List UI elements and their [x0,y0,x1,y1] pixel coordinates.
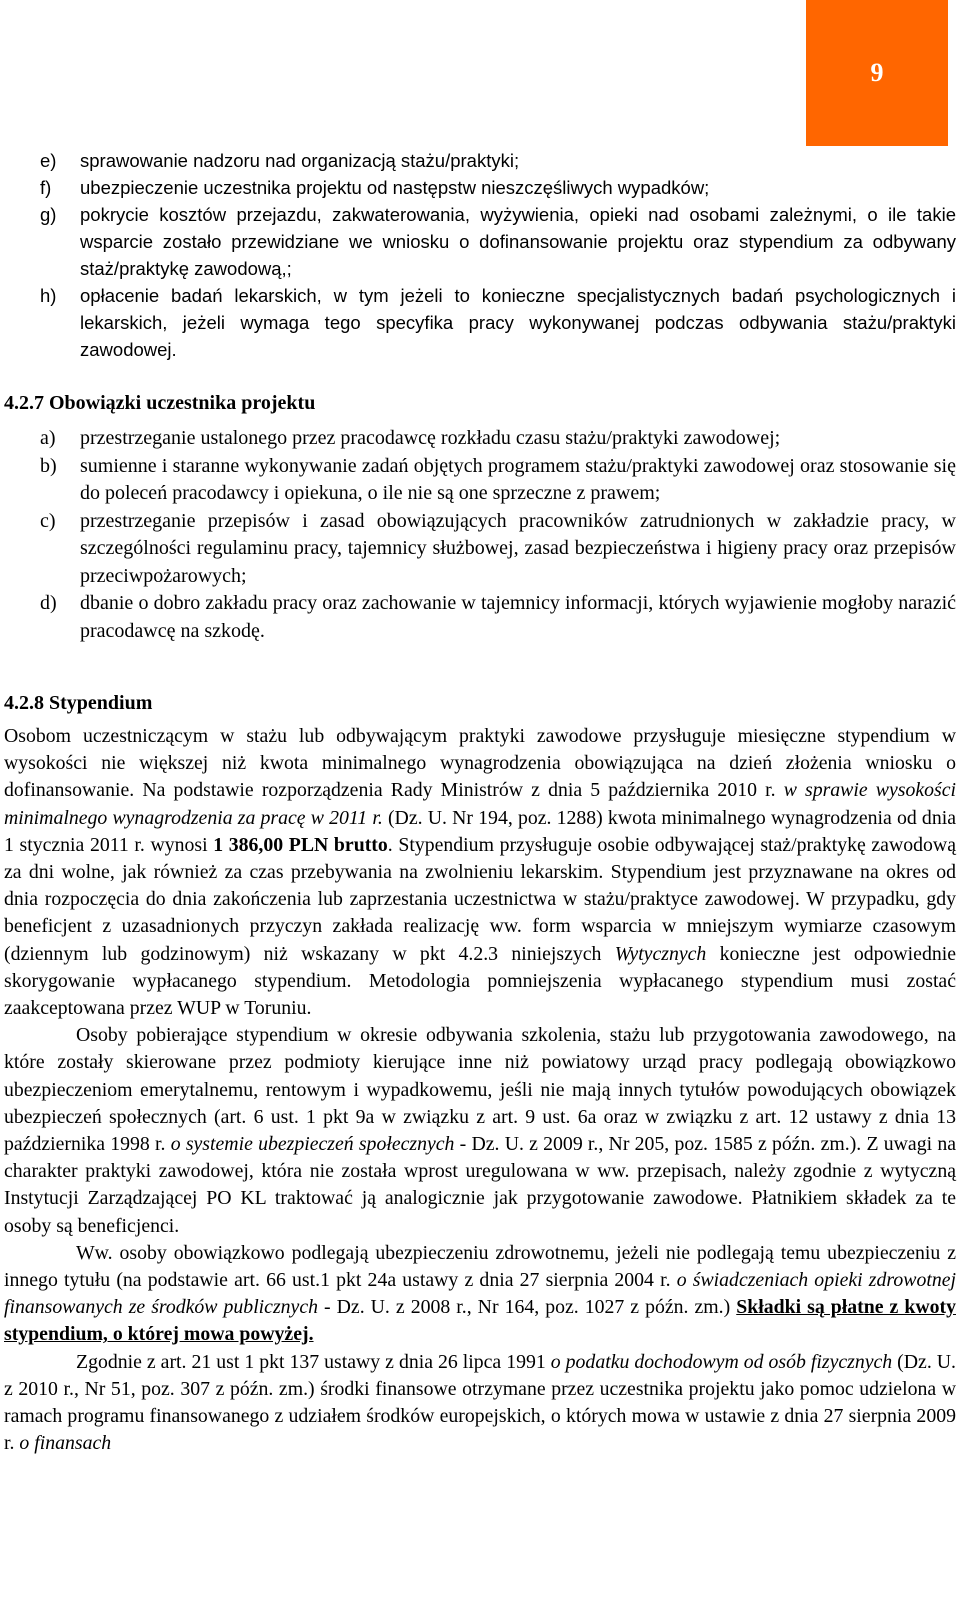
page-number: 9 [870,58,884,87]
paragraph: Osoby pobierające stypendium w okresie odbywania szkolenia, stażu lub przygotowania zawodowego, na które zostały skierowane przez podmioty kierujące inne niż powiatowy urząd pracy podlegają obowiązkowo ubezpieczeniom emerytalnemu, rentowym i wypadkowemu, jeśli nie mają innych tytułów powodujących obowiązek ubezpieczeń społecznych (art. 6 ust. 1 pkt 9a w związku z art. 9 ust. 6a oraz w związku z art. 12 ustawy z dnia 13 października 1998 r. o systemie ubezpieczeń społecznych - Dz. U. z 2009 r., Nr 205, poz. 1585 z późn. zm.). Z uwagi na charakter praktyki zawodowej, która nie została wprost uregulowana w ww. przepisach, należy zgodnie z wytyczną Instytucji Zarządzającej PO KL traktować ją analogicznie jak przygotowanie zawodowe. Płatnikiem składek za te osoby są beneficjenci. [4,1024,956,1237]
list-item: h) opłacenie badań lekarskich, w tym jeżeli to konieczne specjalistycznych badań psychologicznych i lekarskich, jeżeli wymaga tego specyfika pracy wykonywanej podczas odbywania stażu/praktyki zawodowej. [40,285,956,360]
organizer-duties-list [40,147,956,363]
list-item: e) sprawowanie nadzoru nad organizacją stażu/praktyki; [40,150,520,171]
list-item: d) dbanie o dobro zakładu pracy oraz zachowanie w tajemnicy informacji, których wyjawienie mogłoby narazić pracodawcę na szkodę. [40,592,956,642]
section-heading-4-2-8: 4.2.8 Stypendium [4,692,153,714]
list-item: a) przestrzeganie ustalonego przez pracodawcę rozkładu czasu stażu/praktyki zawodowej; [40,427,781,449]
list-item: c) przestrzeganie przepisów i zasad obowiązujących pracowników zatrudnionych w zakładzie pracy, w szczególności regulaminu pracy, tajemnicy służbowej, zasad bezpieczeństwa i higieny pracy oraz przepisów przeciwpożarowych; [40,509,956,587]
participant-duties-list [40,425,956,645]
list-item: f) ubezpieczenie uczestnika projektu od następstw nieszczęśliwych wypadków; [40,177,710,198]
page-number-badge [806,0,948,146]
list-item: g) pokrycie kosztów przejazdu, zakwaterowania, wyżywienia, opieki nad osobami zależnymi, o ile takie wsparcie zostało przewidziane we wniosku o dofinansowanie projektu oraz stypendium za odbywany staż/praktykę zawodową,; [40,204,956,279]
stipend-section-body [4,723,956,1457]
paragraph: Zgodnie z art. 21 ust 1 pkt 137 ustawy z dnia 26 lipca 1991 o podatku dochodowym od osób fizycznych (Dz. U. z 2010 r., Nr 51, poz. 307 z późn. zm.) środki finansowe otrzymane przez uczestnika projektu jako pomoc udzielona w ramach programu finansowanego z udziałem środków europejskich, o których mowa w ustawie z dnia 27 sierpnia 2009 r. o finansach [4,1350,956,1455]
paragraph: Ww. osoby obowiązkowo podlegają ubezpieczeniu zdrowotnemu, jeżeli nie podlegają temu ubezpieczeniu z innego tytułu (na podstawie art. 66 ust.1 pkt 24a ustawy z dnia 27 sierpnia 2004 r. o świadczeniach opieki zdrowotnej finansowanych ze środków publicznych - Dz. U. z 2008 r., Nr 164, poz. 1027 z późn. zm.) Składki są płatne z kwoty stypendium, o której mowa powyżej. [4,1241,956,1346]
section-heading-4-2-7: 4.2.7 Obowiązki uczestnika projektu [4,392,316,414]
list-item: b) sumienne i staranne wykonywanie zadań objętych programem stażu/praktyki zawodowej oraz stosowanie się do poleceń pracodawcy i opiekuna, o ile nie są one sprzeczne z prawem; [40,454,956,504]
paragraph: Osobom uczestniczącym w stażu lub odbywającym praktyki zawodowe przysługuje miesięczne stypendium w wysokości nie większej niż kwota minimalnego wynagrodzenia obowiązująca na dzień złożenia wniosku o dofinansowanie. Na podstawie rozporządzenia Rady Ministrów z dnia 5 października 2010 r. w sprawie wysokości minimalnego wynagrodzenia za pracę w 2011 r. (Dz. U. Nr 194, poz. 1288) kwota minimalnego wynagrodzenia od dnia 1 stycznia 2011 r. wynosi 1 386,00 PLN brutto. Stypendium przysługuje osobie odbywającej staż/praktykę zawodową za dni wolne, jak również za czas przebywania na zwolnieniu lekarskim. Stypendium jest przyznawane na okres od dnia rozpoczęcia do dnia zakończenia lub zaprzestania uczestnictwa w stażu/praktyce zawodowej. W przypadku, gdy beneficjent z uzasadnionych przyczyn zakłada realizację ww. form wsparcia w mniejszym wymiarze czasowym (dziennym lub godzinowym) niż wskazany w pkt 4.2.3 niniejszych Wytycznych konieczne jest odpowiednie skorygowanie wypłacanego stypendium. Metodologia pomniejszenia wypłacanego stypendium musi zostać zaakceptowana przez WUP w Toruniu. [4,725,956,1020]
